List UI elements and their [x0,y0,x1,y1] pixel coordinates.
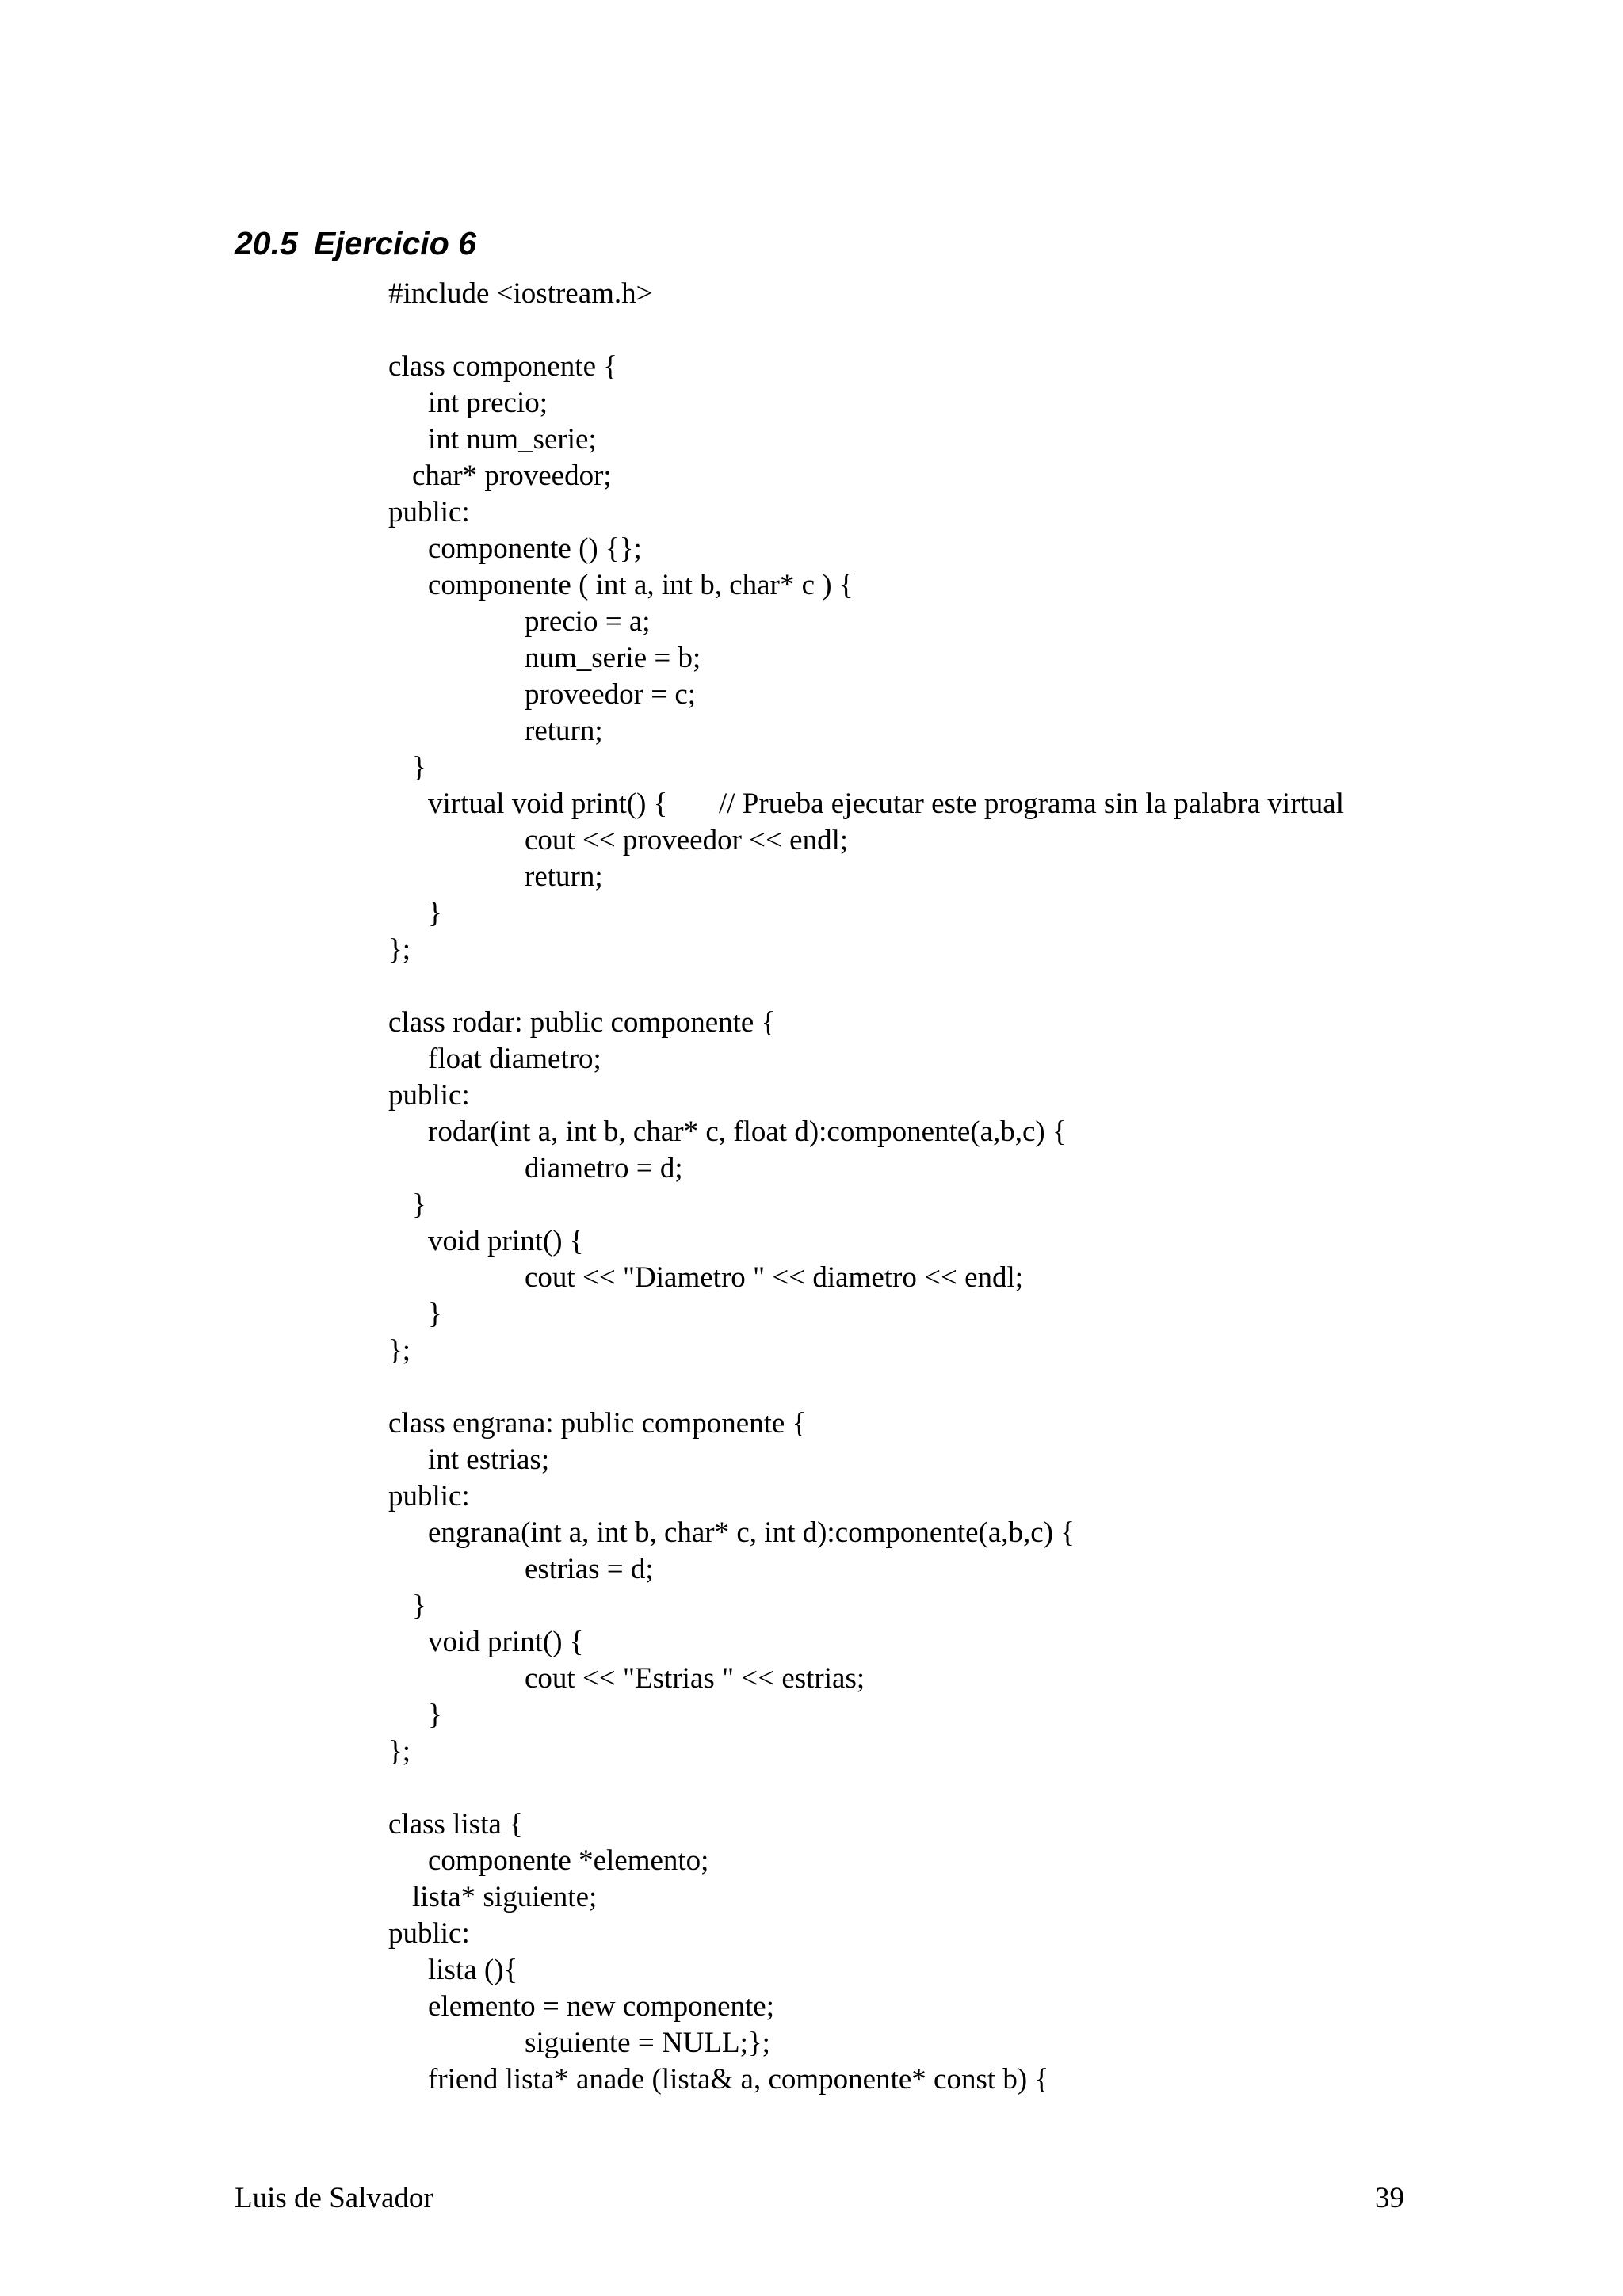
code-line-text: diametro = d; [525,1152,683,1184]
code-line-text: proveedor = c; [525,678,697,711]
code-line-text: } [412,751,426,784]
code-line-text: } [428,1699,442,1731]
page-number: 39 [1375,2182,1404,2214]
section-heading [235,223,476,263]
code-line-text: } [428,1298,442,1330]
code-line-text: elemento = new componente; [428,1990,774,2023]
code-line-text: } [428,897,442,929]
code-line-text: }; [388,933,411,966]
code-line-text: lista* siguiente; [412,1881,598,1913]
code-line-text: public: [388,1079,470,1112]
code-line-text: int precio; [428,387,548,419]
code-line-text: return; [525,715,603,747]
code-line-text: } [412,1589,426,1622]
code-line-text: class rodar: public componente { [388,1006,776,1039]
code-line-text: siguiente = NULL;}; [525,2027,770,2059]
code-line-text: public: [388,1917,470,1950]
code-line-text: engrana(int a, int b, char* c, int d):componente(a,b,c) { [428,1516,1075,1549]
code-line-text: public: [388,496,470,528]
code-line-text: }; [388,1334,411,1367]
code-line-text: class lista { [388,1808,523,1840]
code-line-text: }; [388,1735,411,1768]
footer-author: Luis de Salvador [235,2182,433,2214]
code-line-text: rodar(int a, int b, char* c, float d):componente(a,b,c) { [428,1116,1067,1148]
code-line-text: componente ( int a, int b, char* c ) { [428,569,854,601]
code-line-text: cout << proveedor << endl; [525,824,849,856]
code-line-text: } [412,1188,426,1221]
code-line-text: class engrana: public componente { [388,1407,807,1440]
code-line-text: precio = a; [525,605,651,638]
code-line-text: char* proveedor; [412,460,612,492]
code-line-text: num_serie = b; [525,642,701,674]
section-number: 20.5 [235,225,298,261]
code-line-text: componente *elemento; [428,1844,709,1877]
code-line-text: cout << "Estrias " << estrias; [525,1662,865,1695]
section-title: Ejercicio 6 [313,225,476,261]
code-comment: // Prueba ejecutar este programa sin la palabra virtual [719,788,1344,820]
code-line-text: componente () {}; [428,532,642,565]
code-line-text: int estrias; [428,1444,550,1476]
code-line-text: virtual void print() { [428,788,668,820]
code-line-text: return; [525,860,603,893]
code-line-text: void print() { [428,1225,584,1257]
code-line-text: class componente { [388,350,618,383]
code-line-text: estrias = d; [525,1553,654,1585]
code-line-text: void print() { [428,1626,584,1658]
code-line-text: friend lista* anade (lista& a, componente* const b) { [428,2063,1049,2096]
code-line-text: lista (){ [428,1954,518,1986]
code-line-text: int num_serie; [428,423,597,456]
code-line-text: #include <iostream.h> [388,277,653,310]
code-line-text: cout << "Diametro " << diametro << endl; [525,1261,1024,1294]
code-line-text: float diametro; [428,1043,601,1075]
code-line-text: public: [388,1480,470,1512]
